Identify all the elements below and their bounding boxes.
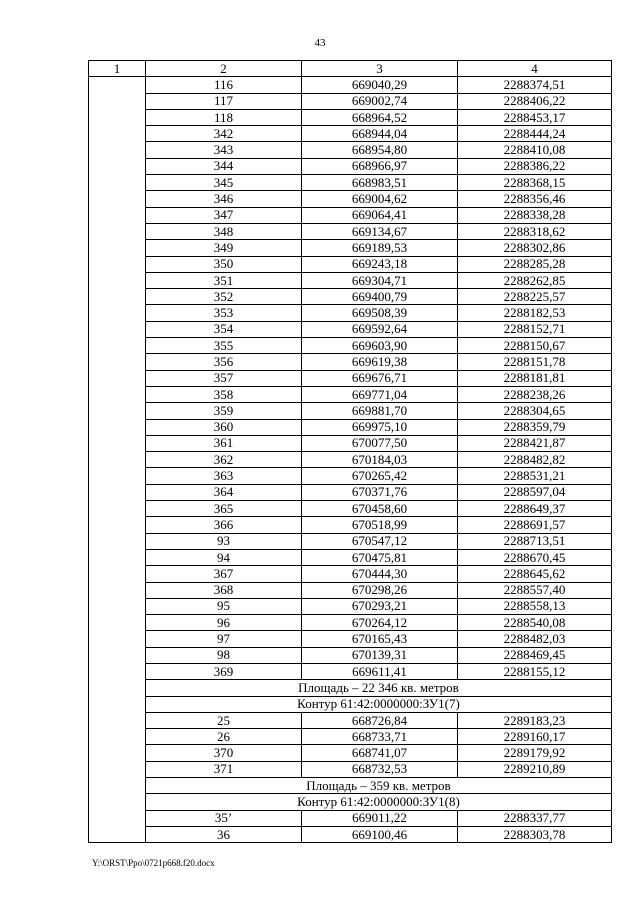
x-coordinate-cell: 668944,04	[302, 126, 458, 142]
x-coordinate-cell: 670518,99	[302, 517, 458, 533]
point-number-cell: 116	[146, 77, 302, 93]
point-number-cell: 360	[146, 419, 302, 435]
table-row	[89, 370, 612, 386]
point-number-cell: 358	[146, 386, 302, 402]
point-number-cell: 361	[146, 435, 302, 451]
point-number-cell: 345	[146, 175, 302, 191]
table-row	[89, 663, 612, 679]
point-number-cell: 351	[146, 272, 302, 288]
table-row	[89, 93, 612, 109]
y-coordinate-cell: 2288368,15	[458, 175, 612, 191]
x-coordinate-cell: 670264,12	[302, 615, 458, 631]
table-row	[89, 191, 612, 207]
column-1-merged-cell	[89, 77, 146, 843]
y-coordinate-cell: 2288453,17	[458, 109, 612, 125]
point-number-cell: 350	[146, 256, 302, 272]
section-label: Контур 61:42:0000000:ЗУ1(7)	[146, 696, 612, 712]
x-coordinate-cell: 669004,62	[302, 191, 458, 207]
table-row	[89, 468, 612, 484]
y-coordinate-cell: 2288482,82	[458, 452, 612, 468]
y-coordinate-cell: 2288302,86	[458, 240, 612, 256]
x-coordinate-cell: 668966,97	[302, 158, 458, 174]
x-coordinate-cell: 668732,53	[302, 761, 458, 777]
y-coordinate-cell: 2288304,65	[458, 403, 612, 419]
table-row	[89, 158, 612, 174]
table-row	[89, 582, 612, 598]
point-number-cell: 93	[146, 533, 302, 549]
table-section-row	[89, 680, 612, 696]
table-row	[89, 745, 612, 761]
point-number-cell: 25	[146, 712, 302, 728]
y-coordinate-cell: 2288262,85	[458, 272, 612, 288]
table-row	[89, 761, 612, 777]
point-number-cell: 363	[146, 468, 302, 484]
table-row	[89, 77, 612, 93]
y-coordinate-cell: 2288152,71	[458, 321, 612, 337]
x-coordinate-cell: 670265,42	[302, 468, 458, 484]
point-number-cell: 362	[146, 452, 302, 468]
page-number: 43	[314, 37, 326, 49]
table-row	[89, 615, 612, 631]
y-coordinate-cell: 2288558,13	[458, 598, 612, 614]
x-coordinate-cell: 670184,03	[302, 452, 458, 468]
y-coordinate-cell: 2288374,51	[458, 77, 612, 93]
x-coordinate-cell: 669002,74	[302, 93, 458, 109]
x-coordinate-cell: 668954,80	[302, 142, 458, 158]
table-row	[89, 240, 612, 256]
x-coordinate-cell: 669676,71	[302, 370, 458, 386]
x-coordinate-cell: 668741,07	[302, 745, 458, 761]
y-coordinate-cell: 2288406,22	[458, 93, 612, 109]
y-coordinate-cell: 2288337,77	[458, 810, 612, 826]
point-number-cell: 95	[146, 598, 302, 614]
x-coordinate-cell: 668964,52	[302, 109, 458, 125]
table-row	[89, 386, 612, 402]
x-coordinate-cell: 668733,71	[302, 729, 458, 745]
x-coordinate-cell: 669611,41	[302, 663, 458, 679]
point-number-cell: 352	[146, 289, 302, 305]
point-number-cell: 347	[146, 207, 302, 223]
point-number-cell: 354	[146, 321, 302, 337]
y-coordinate-cell: 2288540,08	[458, 615, 612, 631]
point-number-cell: 355	[146, 338, 302, 354]
x-coordinate-cell: 670371,76	[302, 484, 458, 500]
y-coordinate-cell: 2288597,04	[458, 484, 612, 500]
y-coordinate-cell: 2288338,28	[458, 207, 612, 223]
point-number-cell: 97	[146, 631, 302, 647]
point-number-cell: 344	[146, 158, 302, 174]
header-col-3: 3	[302, 61, 458, 77]
x-coordinate-cell: 670458,60	[302, 501, 458, 517]
table-row	[89, 712, 612, 728]
table-row	[89, 566, 612, 582]
table-header-row	[89, 61, 612, 77]
table-row	[89, 175, 612, 191]
x-coordinate-cell: 669064,41	[302, 207, 458, 223]
y-coordinate-cell: 2289160,17	[458, 729, 612, 745]
point-number-cell: 342	[146, 126, 302, 142]
y-coordinate-cell: 2288181,81	[458, 370, 612, 386]
section-label: Площадь – 359 кв. метров	[146, 778, 612, 794]
point-number-cell: 365	[146, 501, 302, 517]
point-number-cell: 364	[146, 484, 302, 500]
x-coordinate-cell: 669040,29	[302, 77, 458, 93]
y-coordinate-cell: 2288155,12	[458, 663, 612, 679]
y-coordinate-cell: 2288318,62	[458, 223, 612, 239]
header-col-2: 2	[146, 61, 302, 77]
y-coordinate-cell: 2288469,45	[458, 647, 612, 663]
y-coordinate-cell: 2288444,24	[458, 126, 612, 142]
x-coordinate-cell: 669592,64	[302, 321, 458, 337]
table-row	[89, 142, 612, 158]
table-row	[89, 484, 612, 500]
y-coordinate-cell: 2288386,22	[458, 158, 612, 174]
point-number-cell: 367	[146, 566, 302, 582]
table-row	[89, 549, 612, 565]
table-row	[89, 501, 612, 517]
table-row	[89, 272, 612, 288]
x-coordinate-cell: 669304,71	[302, 272, 458, 288]
y-coordinate-cell: 2288225,57	[458, 289, 612, 305]
x-coordinate-cell: 670139,31	[302, 647, 458, 663]
point-number-cell: 370	[146, 745, 302, 761]
y-coordinate-cell: 2288649,37	[458, 501, 612, 517]
table-row	[89, 109, 612, 125]
section-label: Площадь – 22 346 кв. метров	[146, 680, 612, 696]
x-coordinate-cell: 669603,90	[302, 338, 458, 354]
footer-file-path: Y:\ORST\Ppo\0721p668.f20.docx	[92, 858, 215, 868]
x-coordinate-cell: 669400,79	[302, 289, 458, 305]
point-number-cell: 356	[146, 354, 302, 370]
y-coordinate-cell: 2289210,89	[458, 761, 612, 777]
x-coordinate-cell: 668726,84	[302, 712, 458, 728]
y-coordinate-cell: 2288182,53	[458, 305, 612, 321]
point-number-cell: 366	[146, 517, 302, 533]
table-section-row	[89, 696, 612, 712]
x-coordinate-cell: 668983,51	[302, 175, 458, 191]
x-coordinate-cell: 669975,10	[302, 419, 458, 435]
x-coordinate-cell: 669508,39	[302, 305, 458, 321]
x-coordinate-cell: 670165,43	[302, 631, 458, 647]
x-coordinate-cell: 670475,81	[302, 549, 458, 565]
y-coordinate-cell: 2288151,78	[458, 354, 612, 370]
point-number-cell: 357	[146, 370, 302, 386]
x-coordinate-cell: 669134,67	[302, 223, 458, 239]
table-row	[89, 729, 612, 745]
coordinates-table	[88, 60, 612, 843]
y-coordinate-cell: 2288713,51	[458, 533, 612, 549]
section-label: Контур 61:42:0000000:ЗУ1(8)	[146, 794, 612, 810]
point-number-cell: 343	[146, 142, 302, 158]
y-coordinate-cell: 2288421,87	[458, 435, 612, 451]
point-number-cell: 94	[146, 549, 302, 565]
table-row	[89, 452, 612, 468]
table-row	[89, 533, 612, 549]
x-coordinate-cell: 670444,30	[302, 566, 458, 582]
table-row	[89, 289, 612, 305]
x-coordinate-cell: 669189,53	[302, 240, 458, 256]
y-coordinate-cell: 2288359,79	[458, 419, 612, 435]
y-coordinate-cell: 2288645,62	[458, 566, 612, 582]
header-col-4: 4	[458, 61, 612, 77]
y-coordinate-cell: 2288356,46	[458, 191, 612, 207]
x-coordinate-cell: 669100,46	[302, 826, 458, 842]
table-row	[89, 810, 612, 826]
table-row	[89, 338, 612, 354]
x-coordinate-cell: 670077,50	[302, 435, 458, 451]
x-coordinate-cell: 669771,04	[302, 386, 458, 402]
table-row	[89, 517, 612, 533]
point-number-cell: 353	[146, 305, 302, 321]
x-coordinate-cell: 669243,18	[302, 256, 458, 272]
y-coordinate-cell: 2288150,67	[458, 338, 612, 354]
y-coordinate-cell: 2289179,92	[458, 745, 612, 761]
y-coordinate-cell: 2288238,26	[458, 386, 612, 402]
point-number-cell: 348	[146, 223, 302, 239]
y-coordinate-cell: 2288670,45	[458, 549, 612, 565]
table-row	[89, 826, 612, 842]
y-coordinate-cell: 2288410,08	[458, 142, 612, 158]
table-row	[89, 647, 612, 663]
point-number-cell: 368	[146, 582, 302, 598]
x-coordinate-cell: 669619,38	[302, 354, 458, 370]
table-row	[89, 631, 612, 647]
table-row	[89, 207, 612, 223]
table-row	[89, 354, 612, 370]
y-coordinate-cell: 2288691,57	[458, 517, 612, 533]
point-number-cell: 35’	[146, 810, 302, 826]
x-coordinate-cell: 670547,12	[302, 533, 458, 549]
x-coordinate-cell: 669881,70	[302, 403, 458, 419]
point-number-cell: 26	[146, 729, 302, 745]
table-row	[89, 223, 612, 239]
table-section-row	[89, 778, 612, 794]
point-number-cell: 371	[146, 761, 302, 777]
point-number-cell: 369	[146, 663, 302, 679]
point-number-cell: 359	[146, 403, 302, 419]
table-row	[89, 126, 612, 142]
point-number-cell: 98	[146, 647, 302, 663]
table-section-row	[89, 794, 612, 810]
y-coordinate-cell: 2288531,21	[458, 468, 612, 484]
table-row	[89, 256, 612, 272]
y-coordinate-cell: 2288285,28	[458, 256, 612, 272]
table-row	[89, 598, 612, 614]
table-row	[89, 403, 612, 419]
header-col-1: 1	[89, 61, 146, 77]
table-body	[89, 61, 612, 843]
point-number-cell: 96	[146, 615, 302, 631]
point-number-cell: 349	[146, 240, 302, 256]
point-number-cell: 118	[146, 109, 302, 125]
table-row	[89, 419, 612, 435]
y-coordinate-cell: 2288303,78	[458, 826, 612, 842]
x-coordinate-cell: 669011,22	[302, 810, 458, 826]
y-coordinate-cell: 2288557,40	[458, 582, 612, 598]
y-coordinate-cell: 2288482,03	[458, 631, 612, 647]
point-number-cell: 346	[146, 191, 302, 207]
table-row	[89, 321, 612, 337]
x-coordinate-cell: 670298,26	[302, 582, 458, 598]
y-coordinate-cell: 2289183,23	[458, 712, 612, 728]
point-number-cell: 36	[146, 826, 302, 842]
point-number-cell: 117	[146, 93, 302, 109]
table-row	[89, 305, 612, 321]
x-coordinate-cell: 670293,21	[302, 598, 458, 614]
table-row	[89, 435, 612, 451]
